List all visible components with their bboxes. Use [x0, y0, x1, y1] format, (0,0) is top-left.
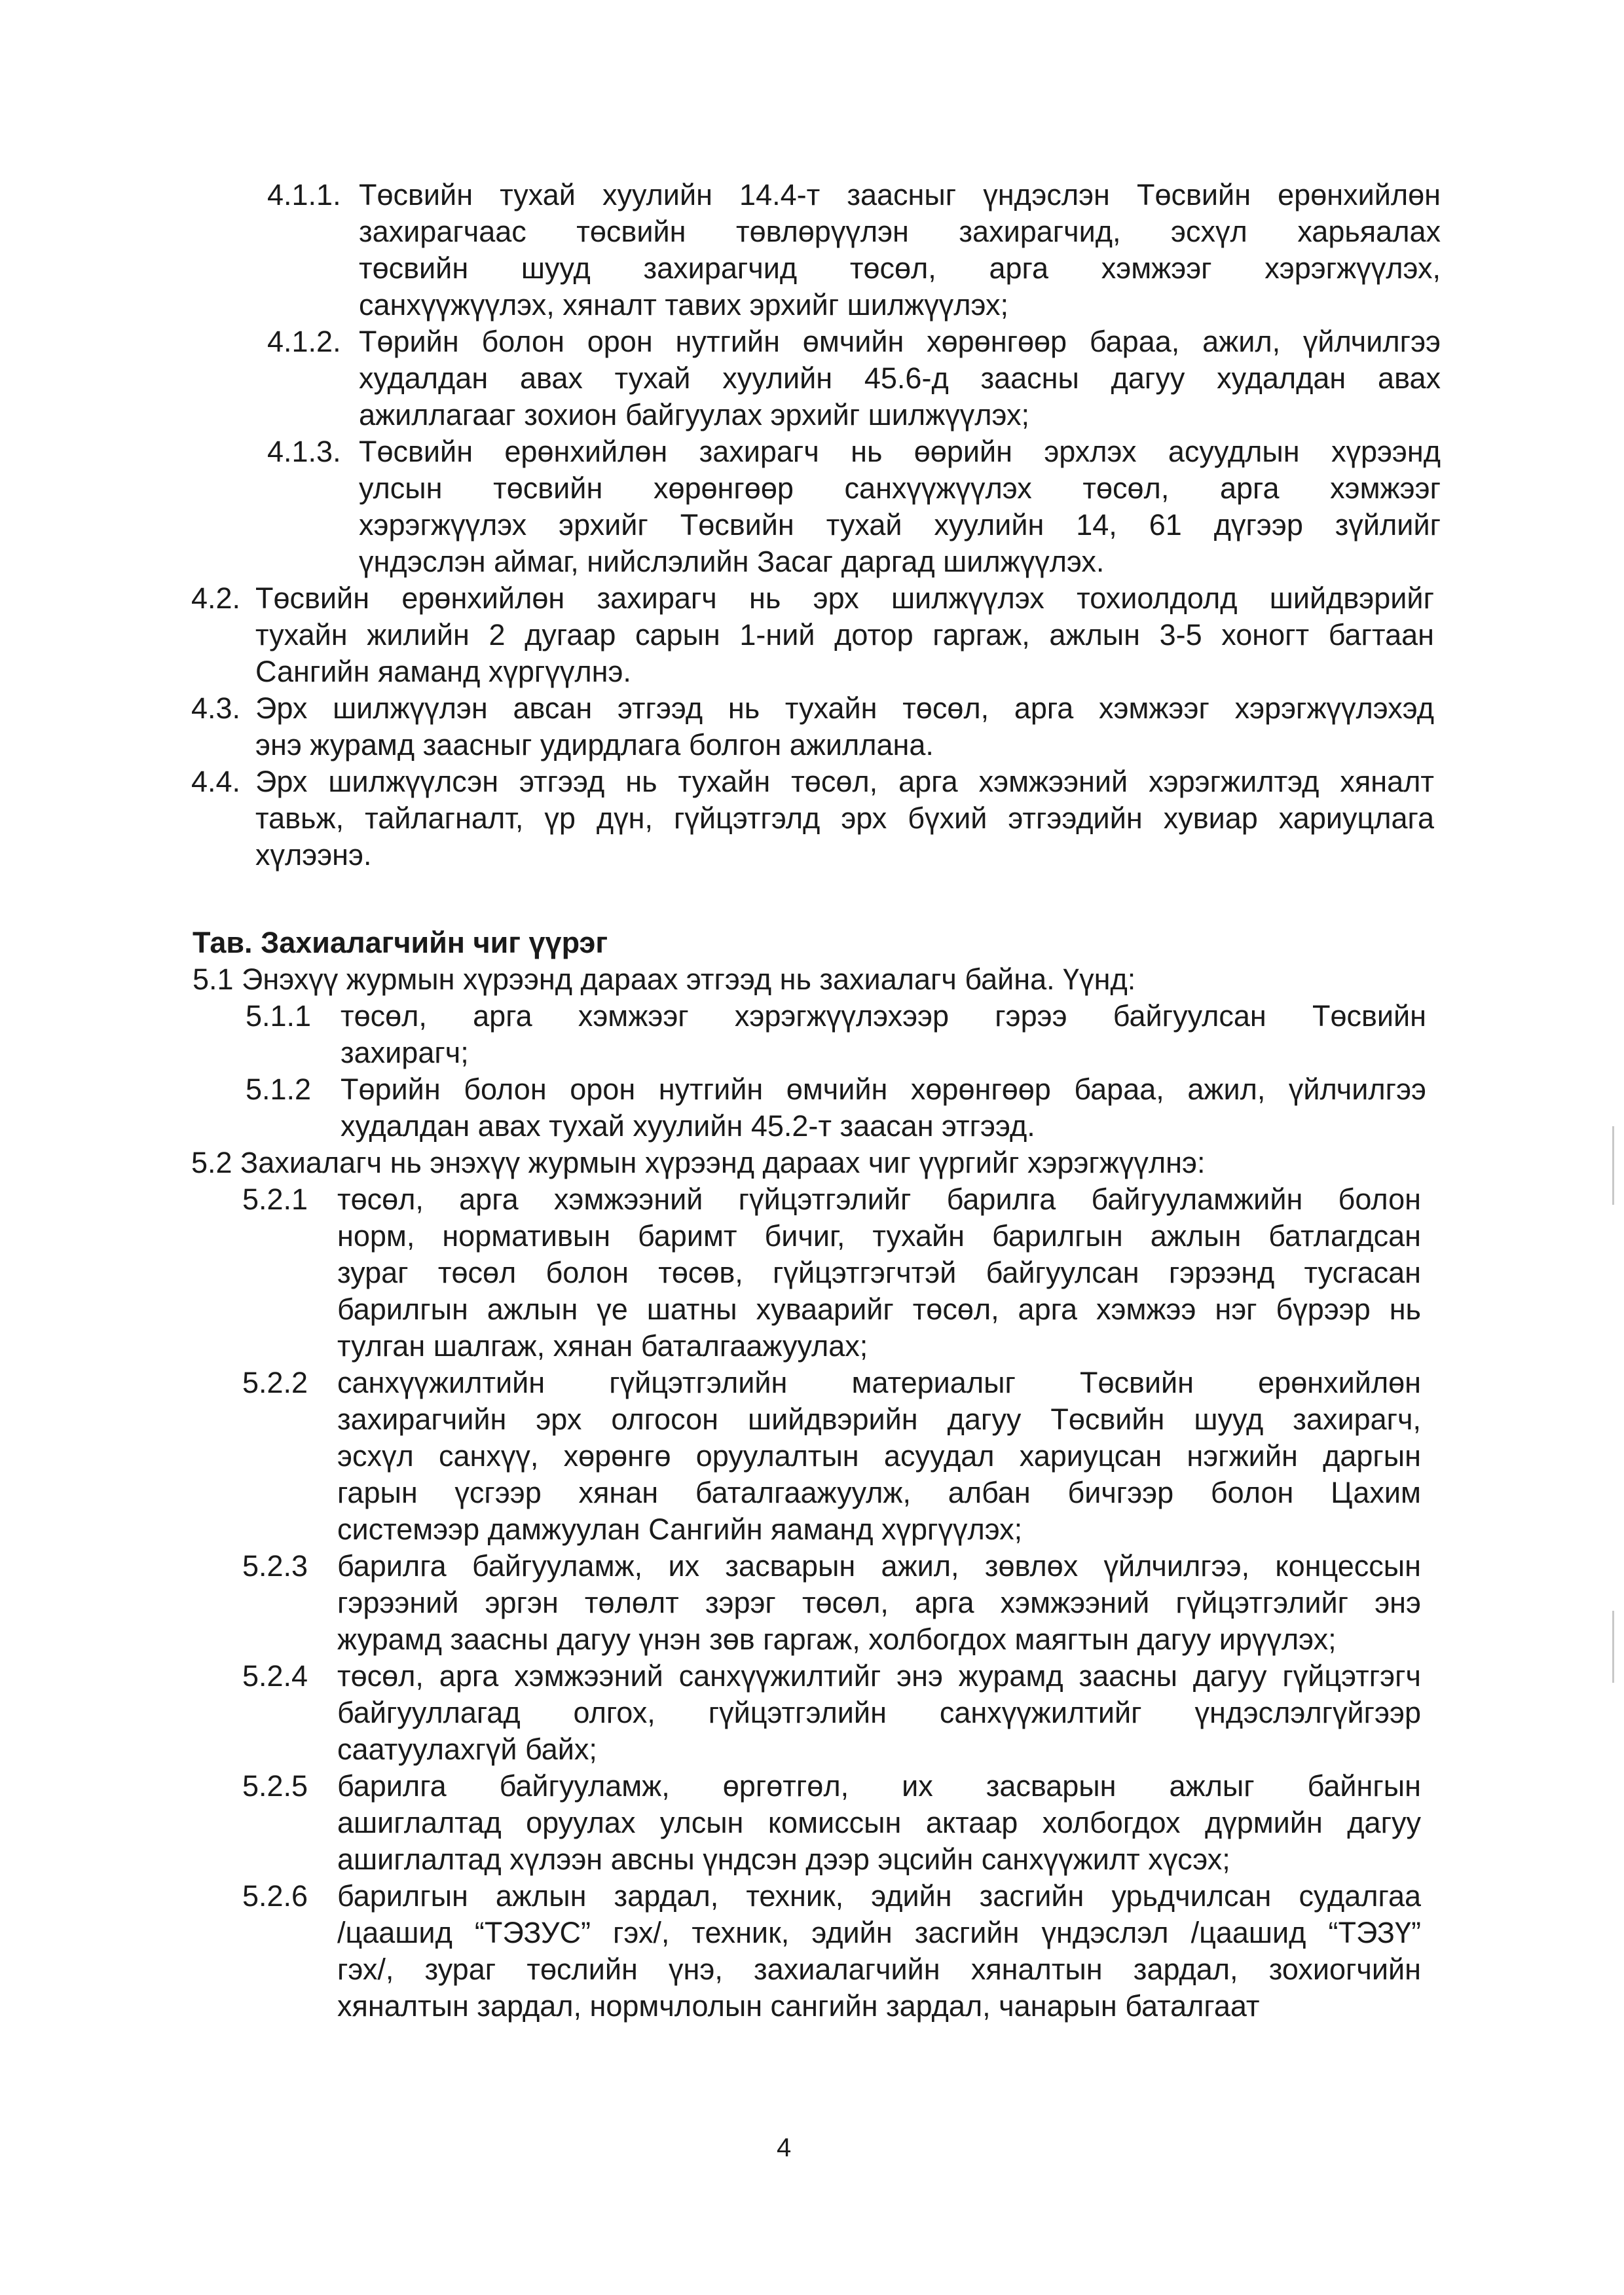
clause-5-1-1-line: төсөл, арга хэмжээг хэрэгжүүлэхээр гэрээ байгуулсан Төсвийн	[341, 999, 1426, 1033]
clause-5-2-5-line: ашиглалтад оруулах улсын комиссын актаар холбогдох дүрмийн дагуу	[337, 1806, 1421, 1839]
clause-5-1: 5.1 Энэхүү журмын хүрээнд дараах этгээд нь захиалагч байна. Үүнд:	[193, 963, 1136, 996]
clause-5-2-5-line: ашиглалтад хүлээн авсны үндсэн дээр эцсийн санхүүжилт хүсэх;	[337, 1843, 1230, 1876]
clause-5-2-3-number: 5.2.3	[242, 1549, 308, 1583]
clause-4-1-2-line: худалдан авах тухай хуулийн 45.6-д заасны дагуу худалдан авах	[359, 361, 1441, 395]
clause-4-1-1-number: 4.1.1.	[267, 178, 341, 211]
clause-5-2-2-line: санхүүжилтийн гүйцэтгэлийн материалыг Төсвийн ерөнхийлөн	[337, 1366, 1421, 1399]
clause-4-1-3-line: улсын төсвийн хөрөнгөөр санхүүжүүлэх төсөл, арга хэмжээг	[359, 471, 1441, 505]
clause-4-2-number: 4.2.	[191, 581, 241, 615]
clause-4-1-1-line: төсвийн шууд захирагчид төсөл, арга хэмжээг хэрэгжүүлэх,	[359, 251, 1441, 285]
clause-5-1-1-number: 5.1.1	[246, 999, 312, 1033]
scan-edge-line	[1612, 1126, 1614, 1205]
clause-5-2-4-line: төсөл, арга хэмжээний санхүүжилтийг энэ журамд заасны дагуу гүйцэтгэгч	[337, 1659, 1421, 1693]
clause-4-3-number: 4.3.	[191, 691, 241, 725]
clause-5-2-6-number: 5.2.6	[242, 1879, 308, 1913]
clause-5-2-1-line: барилгын ажлын үе шатны хуваарийг төсөл, арга хэмжээ нэг бүрээр нь	[337, 1293, 1421, 1326]
clause-5-2-6-line: барилгын ажлын зардал, техник, эдийн засгийн урьдчилсан судалгаа	[337, 1879, 1421, 1913]
clause-4-2-line: Төсвийн ерөнхийлөн захирагч нь эрх шилжүүлэх тохиолдолд шийдвэрийг	[255, 581, 1434, 615]
scan-edge-line	[1612, 1611, 1614, 1683]
clause-5-2-4-line: саатуулахгүй байх;	[337, 1733, 597, 1766]
clause-5-1-1-line: захирагч;	[341, 1036, 469, 1069]
clause-4-4-line: хүлээнэ.	[255, 838, 372, 872]
clause-4-1-1-line: Төсвийн тухай хуулийн 14.4-т заасныг үндэслэн Төсвийн ерөнхийлөн	[359, 178, 1441, 211]
clause-4-4-line: тавьж, тайлагналт, үр дүн, гүйцэтгэлд эрх бүхий этгээдийн хувиар хариуцлага	[255, 801, 1434, 835]
clause-4-1-2-number: 4.1.2.	[267, 325, 341, 358]
clause-5-2-1-number: 5.2.1	[242, 1183, 308, 1216]
clause-4-4-number: 4.4.	[191, 765, 241, 798]
clause-5-2-5-line: барилга байгууламж, өргөтгөл, их засварын ажлыг байнгын	[337, 1769, 1421, 1803]
clause-5-2-6-line: /цаашид “ТЭЗУС” гэх/, техник, эдийн засгийн үндэслэл /цаашид “ТЭЗҮ”	[337, 1916, 1421, 1949]
clause-5-2-2-line: захирагчийн эрх олгосон шийдвэрийн дагуу Төсвийн шууд захирагч,	[337, 1403, 1421, 1436]
clause-4-1-2-line: ажиллагааг зохион байгуулах эрхийг шилжүүлэх;	[359, 398, 1029, 431]
clause-5-2-4-line: байгууллагад олгох, гүйцэтгэлийн санхүүжилтийг үндэслэлгүйгээр	[337, 1696, 1421, 1729]
clause-5-2-2-line: эсхүл санхүү, хөрөнгө оруулалтын асуудал хариуцсан нэгжийн даргын	[337, 1439, 1421, 1473]
clause-5-1-2-line: Төрийн болон орон нутгийн өмчийн хөрөнгөөр бараа, ажил, үйлчилгээ	[341, 1073, 1426, 1106]
section-heading: Тав. Захиалагчийн чиг үүрэг	[193, 926, 608, 959]
clause-4-1-3-number: 4.1.3.	[267, 435, 341, 468]
clause-4-1-3-line: үндэслэн аймаг, нийслэлийн Засаг даргад шилжүүлэх.	[359, 545, 1105, 578]
clause-4-1-3-line: хэрэгжүүлэх эрхийг Төсвийн тухай хуулийн 14, 61 дүгээр зүйлийг	[359, 508, 1441, 542]
clause-5-2-3-line: гэрээний эргэн төлөлт зэрэг төсөл, арга хэмжээний гүйцэтгэлийг энэ	[337, 1586, 1421, 1619]
clause-5-2-6-line: гэх/, зураг төслийн үнэ, захиалагчийн хяналтын зардал, зохиогчийн	[337, 1953, 1421, 1986]
clause-5-2-6-line: хяналтын зардал, нормчлолын сангийн зардал, чанарын баталгаат	[337, 1989, 1260, 2023]
clause-5-2-2-line: гарын үсгээр хянан баталгаажуулж, албан бичгээр болон Цахим	[337, 1476, 1421, 1509]
clause-4-1-1-line: захирагчаас төсвийн төвлөрүүлэн захирагчид, эсхүл харьяалах	[359, 215, 1441, 248]
clause-5-2-5-number: 5.2.5	[242, 1769, 308, 1803]
clause-4-3-line: энэ журамд заасныг удирдлага болгон ажиллана.	[255, 728, 934, 762]
clause-5-2-3-line: барилга байгууламж, их засварын ажил, зөвлөх үйлчилгээ, концессын	[337, 1549, 1421, 1583]
clause-4-1-2-line: Төрийн болон орон нутгийн өмчийн хөрөнгөөр бараа, ажил, үйлчилгээ	[359, 325, 1441, 358]
clause-5-2-4-number: 5.2.4	[242, 1659, 308, 1693]
clause-5-2: 5.2 Захиалагч нь энэхүү журмын хүрээнд дараах чиг үүргийг хэрэгжүүлнэ:	[191, 1146, 1206, 1179]
clause-5-2-1-line: төсөл, арга хэмжээний гүйцэтгэлийг барилга байгууламжийн болон	[337, 1183, 1421, 1216]
clause-5-2-2-number: 5.2.2	[242, 1366, 308, 1399]
clause-4-1-3-line: Төсвийн ерөнхийлөн захирагч нь өөрийн эрхлэх асуудлын хүрээнд	[359, 435, 1441, 468]
clause-5-2-1-line: тулган шалгаж, хянан баталгаажуулах;	[337, 1329, 868, 1363]
clause-5-2-1-line: зураг төсөл болон төсөв, гүйцэтгэгчтэй байгуулсан гэрээнд тусгасан	[337, 1256, 1421, 1289]
clause-5-2-1-line: норм, нормативын баримт бичиг, тухайн барилгын ажлын батлагдсан	[337, 1219, 1421, 1253]
clause-4-2-line: Сангийн яаманд хүргүүлнэ.	[255, 655, 631, 688]
clause-5-1-2-line: худалдан авах тухай хуулийн 45.2-т заасан этгээд.	[341, 1109, 1035, 1143]
clause-5-1-2-number: 5.1.2	[246, 1073, 312, 1106]
page-number: 4	[777, 2133, 792, 2162]
clause-5-2-3-line: журамд заасны дагуу үнэн зөв гаргаж, холбогдох маягтын дагуу ирүүлэх;	[337, 1623, 1337, 1656]
clause-4-3-line: Эрх шилжүүлэн авсан этгээд нь тухайн төсөл, арга хэмжээг хэрэгжүүлэхэд	[255, 691, 1434, 725]
clause-4-1-1-line: санхүүжүүлэх, хяналт тавих эрхийг шилжүүлэх;	[359, 288, 1008, 321]
clause-4-4-line: Эрх шилжүүлсэн этгээд нь тухайн төсөл, арга хэмжээний хэрэгжилтэд хяналт	[255, 765, 1434, 798]
clause-5-2-2-line: системээр дамжуулан Сангийн яаманд хүргүүлэх;	[337, 1513, 1023, 1546]
clause-4-2-line: тухайн жилийн 2 дугаар сарын 1-ний дотор гаргаж, ажлын 3-5 хоногт багтаан	[255, 618, 1434, 652]
